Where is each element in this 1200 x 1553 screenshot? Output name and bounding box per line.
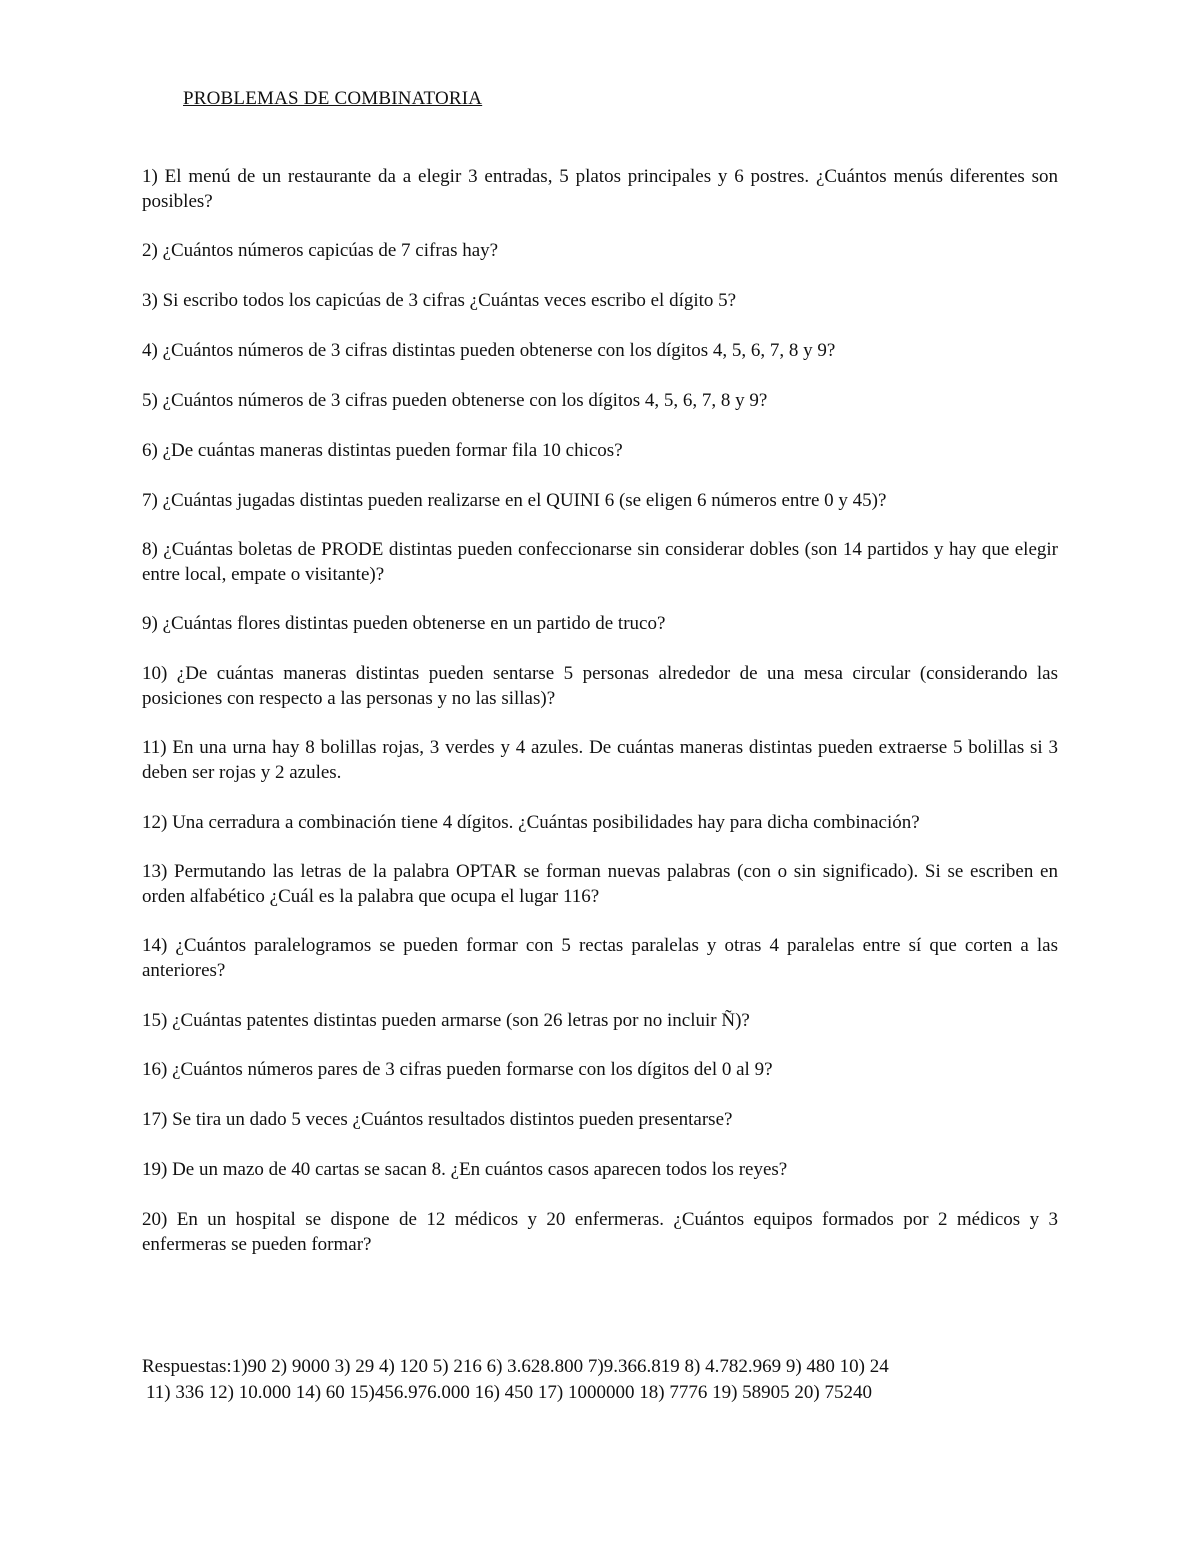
problem-14: 14) ¿Cuántos paralelogramos se pueden formar con 5 rectas paralelas y otras 4 paralelas entre sí que corten a las anteriores? (142, 935, 1058, 981)
problem-16: 16) ¿Cuántos números pares de 3 cifras pueden formarse con los dígitos del 0 al 9? (142, 1059, 773, 1080)
problem-1: 1) El menú de un restaurante da a elegir 3 entradas, 5 platos principales y 6 postres. ¿Cuántos menús diferentes son posibles? (142, 166, 1058, 212)
problem-10: 10) ¿De cuántas maneras distintas pueden sentarse 5 personas alrededor de una mesa circular (considerando las posiciones con respecto a las personas y no las sillas)? (142, 663, 1058, 709)
problem-9: 9) ¿Cuántas flores distintas pueden obtenerse en un partido de truco? (142, 613, 666, 634)
problem-19: 19) De un mazo de 40 cartas se sacan 8. ¿En cuántos casos aparecen todos los reyes? (142, 1159, 788, 1180)
problem-11: 11) En una urna hay 8 bolillas rojas, 3 verdes y 4 azules. De cuántas maneras distintas pueden extraerse 5 bolillas si 3 deben ser rojas y 2 azules. (142, 737, 1058, 783)
problem-5: 5) ¿Cuántos números de 3 cifras pueden obtenerse con los dígitos 4, 5, 6, 7, 8 y 9? (142, 390, 768, 411)
problem-13: 13) Permutando las letras de la palabra OPTAR se forman nuevas palabras (con o sin significado). Si se escriben en orden alfabético ¿Cuál es la palabra que ocupa el lugar 116? (142, 861, 1058, 907)
problem-12: 12) Una cerradura a combinación tiene 4 dígitos. ¿Cuántas posibilidades hay para dicha combinación? (142, 812, 920, 833)
answers-line-2: 11) 336 12) 10.000 14) 60 15)456.976.000 16) 450 17) 1000000 18) 7776 19) 58905 20) 75240 (146, 1382, 872, 1403)
page-title: PROBLEMAS DE COMBINATORIA (183, 88, 483, 109)
problem-3: 3) Si escribo todos los capicúas de 3 cifras ¿Cuántas veces escribo el dígito 5? (142, 290, 737, 311)
problem-2: 2) ¿Cuántos números capicúas de 7 cifras hay? (142, 240, 499, 261)
problem-17: 17) Se tira un dado 5 veces ¿Cuántos resultados distintos pueden presentarse? (142, 1109, 733, 1130)
problem-8: 8) ¿Cuántas boletas de PRODE distintas pueden confeccionarse sin considerar dobles (son 14 partidos y hay que elegir entre local, empate o visitante)? (142, 539, 1058, 585)
answers-block (142, 1354, 1102, 1406)
problem-15: 15) ¿Cuántas patentes distintas pueden armarse (son 26 letras por no incluir Ñ)? (142, 1010, 750, 1031)
problem-6: 6) ¿De cuántas maneras distintas pueden formar fila 10 chicos? (142, 440, 623, 461)
problem-20: 20) En un hospital se dispone de 12 médicos y 20 enfermeras. ¿Cuántos equipos formados por 2 médicos y 3 enfermeras se pueden formar? (142, 1209, 1058, 1255)
problem-4: 4) ¿Cuántos números de 3 cifras distintas pueden obtenerse con los dígitos 4, 5, 6, 7, 8 y 9? (142, 340, 836, 361)
answers-line-1: Respuestas:1)90 2) 9000 3) 29 4) 120 5) 216 6) 3.628.800 7)9.366.819 8) 4.782.969 9) 480 10) 24 (142, 1356, 889, 1377)
problem-7: 7) ¿Cuántas jugadas distintas pueden realizarse en el QUINI 6 (se eligen 6 números entre 0 y 45)? (142, 490, 887, 511)
